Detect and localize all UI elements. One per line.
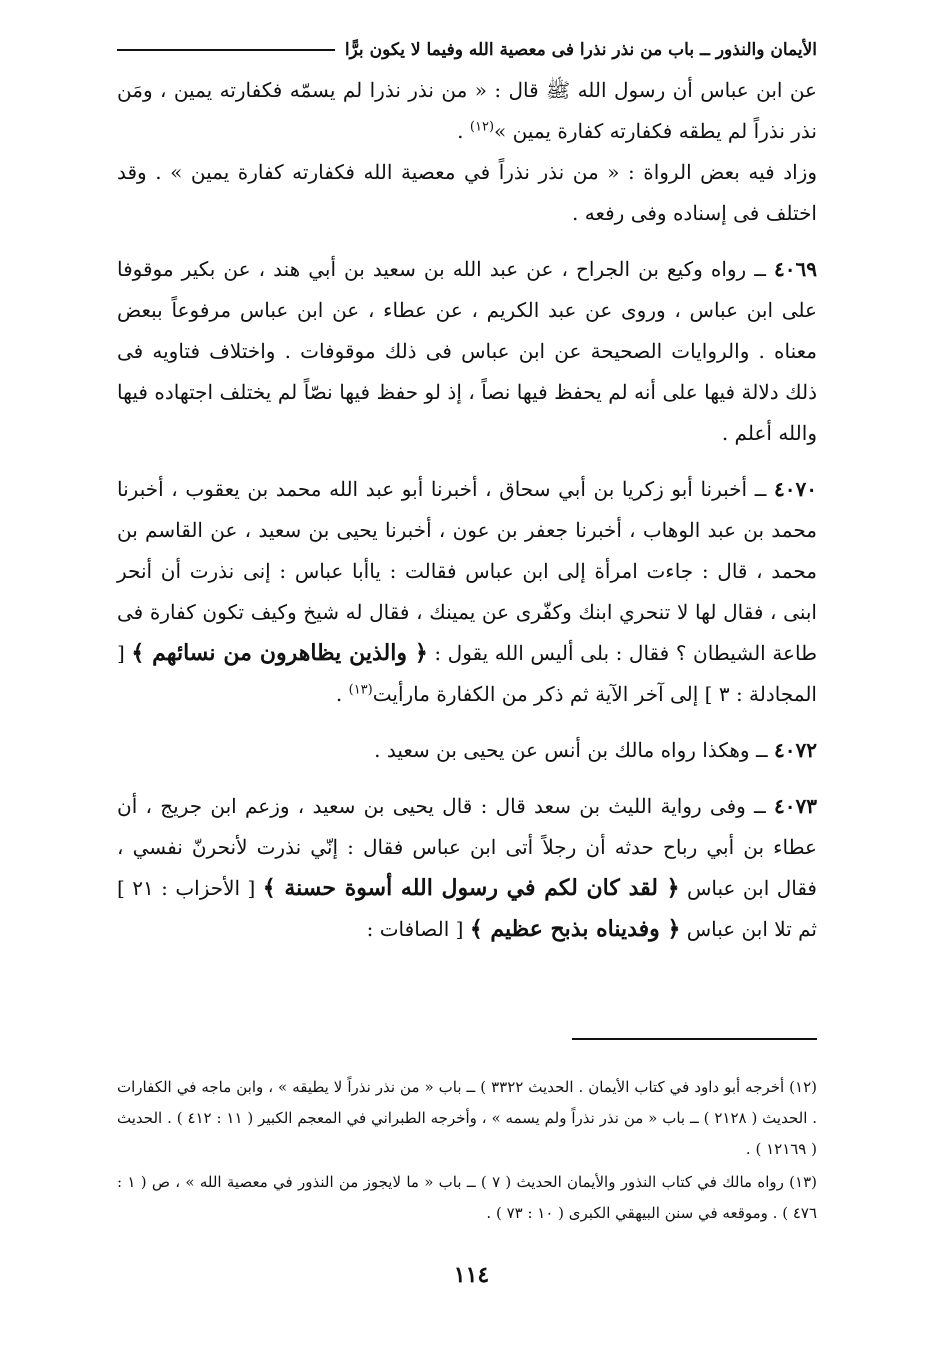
footnote-divider <box>572 1038 817 1040</box>
verse-reference: [ الصافات : <box>366 917 470 941</box>
hadith-number: ٤٠٦٩ <box>774 257 817 281</box>
quran-verse: ﴿ وفديناه بذبح عظيم ﴾ <box>469 916 681 942</box>
verse-reference: [ المجادلة : ٣ ] إلى آخر الآية ثم ذكر من الكفارة مارأيت <box>117 641 817 706</box>
hadith-number: ٤٠٧٢ <box>774 738 817 762</box>
header-rule <box>117 49 335 51</box>
paragraph-hadith-intro <box>117 70 817 152</box>
paragraph-end: . <box>457 119 470 143</box>
footnote-12: (١٢) أخرجه أبو داود في كتاب الأيمان . الحديث ٣٣٢٢ ) ــ باب « من نذر نذراً لا يطيقه » ، وابن ماجه في الكفارات . الحديث ( ٢١٢٨ ) ــ باب « من نذر نذراً ولم يسمه » ، وأخرجه الطبراني في المعجم الكبير ( ١١ : ٤١٢ ) . الحديث ( ١٢١٦٩ ) . <box>117 1078 818 1158</box>
hadith-text: ــ رواه وكيع بن الجراح ، عن عبد الله بن سعيد بن أبي هند ، عن بكير موقوفا على ابن عباس ، وروى عن عبد الكريم ، عن عطاء ، عن ابن عباس مرفوعاً ببعض معناه . والروايات الصحيحة عن ابن عباس فى ذلك موقوفات . واختلاف فتاويه فى ذلك دلالة فيها على أنه لم يحفظ فيها نصاً ، إذ لو حفظ فيها نصّاً لم يختلف اجتهاده فيها والله أعلم . <box>117 257 817 445</box>
hadith-number: ٤٠٧٠ <box>774 477 817 501</box>
hadith-4070 <box>117 469 817 715</box>
paragraph-text: عن ابن عباس أن رسول الله ﷺ قال : « من نذر نذرا لم يسمّه فكفارته يمين ، ومَن نذر نذراً لم يطقه فكفارته كفارة يمين » <box>117 78 817 143</box>
quran-verse: ﴿ والذين يظاهرون من نسائهم ﴾ <box>131 640 428 666</box>
running-header <box>117 36 817 64</box>
hadith-number: ٤٠٧٣ <box>774 794 817 818</box>
footnote-13: (١٣) رواه مالك في كتاب النذور والأيمان الحديث ( ٧ ) ــ باب « ما لايجوز من النذور في معصية الله » ، ص ( ١ : ٤٧٦ ) . وموقعه في سنن البيهقي الكبرى ( ١٠ : ٧٣ ) . <box>117 1173 817 1222</box>
running-title: الأيمان والنذور ــ باب من نذر نذرا فى معصية الله وفيما لا يكون برًّا <box>344 40 817 60</box>
page-number: ١١٤ <box>453 1262 490 1288</box>
footnotes <box>117 1072 817 1231</box>
quran-verse: ﴿ لقد كان لكم في رسول الله أسوة حسنة ﴾ <box>262 875 680 901</box>
hadith-text: ــ وهكذا رواه مالك بن أنس عن يحيى بن سعيد . <box>374 738 775 762</box>
hadith-4069 <box>117 249 817 454</box>
hadith-text: ــ أخبرنا أبو زكريا بن أبي سحاق ، أخبرنا أبو عبد الله محمد بن يعقوب ، أخبرنا محمد بن عبد الوهاب ، أخبرنا جعفر بن عون ، أخبرنا يحيى بن سعيد ، عن القاسم بن محمد ، قال : جاءت امرأة إلى ابن عباس فقالت : ياأبا عباس : إنى نذرت أن أنحر ابنى ، فقال لها لا تنحري ابنك وكفّرى عن يمينك ، فقال له شيخ وكيف تكون كفارة فى طاعة الشيطان ؟ فقال : بلى أليس الله يقول : <box>117 477 817 665</box>
verse-reference: [ الأحزاب : ٢١ ] ثم تلا ابن عباس <box>117 876 817 941</box>
paragraph-additional-narration: وزاد فيه بعض الرواة : « من نذر نذراً في معصية الله فكفارته كفارة يمين » . وقد اختلف فى إسناده وفى رفعه . <box>117 160 817 225</box>
main-text <box>117 70 817 965</box>
footnote-ref-12[interactable]: (١٢) <box>469 119 495 135</box>
hadith-text: ــ وفى رواية الليث بن سعد قال : قال يحيى بن سعيد ، وزعم ابن جريج ، أن عطاء بن أبي رباح حدثه أن رجلاً أتى ابن عباس فقال : إنّي نذرت لأنحرنّ نفسي ، فقال ابن عباس <box>117 794 817 900</box>
paragraph-end: . <box>335 682 349 706</box>
hadith-4073 <box>117 786 817 950</box>
hadith-4072 <box>117 730 817 771</box>
footnote-ref-13[interactable]: (١٣) <box>348 682 373 698</box>
